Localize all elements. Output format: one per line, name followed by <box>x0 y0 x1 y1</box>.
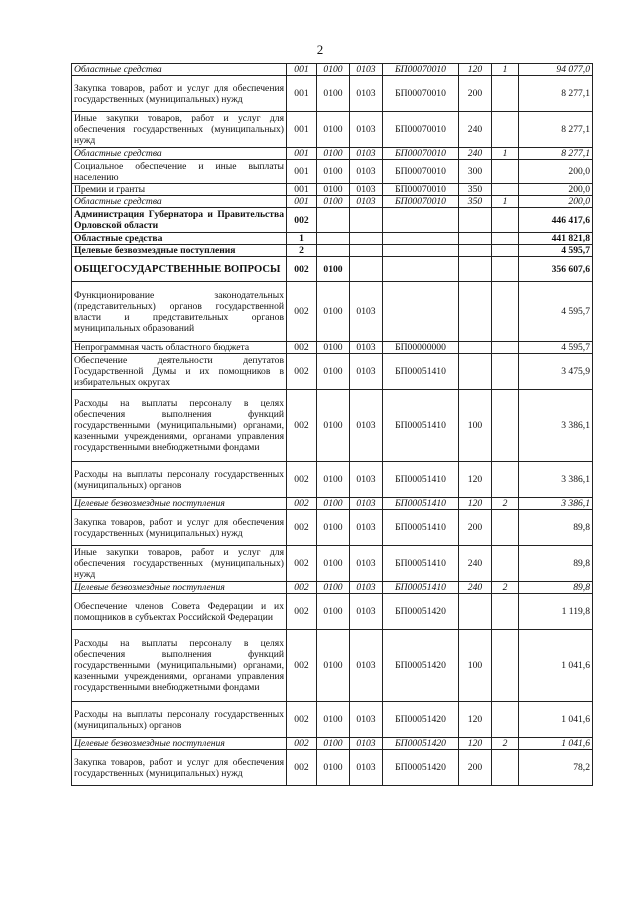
amount-cell: 446 417,6 <box>519 208 593 233</box>
section-code-cell: 0100 <box>317 498 350 510</box>
grbs-code-cell: 002 <box>287 630 317 702</box>
expense-type-cell: 240 <box>459 112 492 148</box>
target-article-cell: БП00051410 <box>383 510 459 546</box>
amount-cell: 4 595,7 <box>519 245 593 257</box>
row-name-cell: Областные средства <box>72 148 287 160</box>
table-row <box>72 582 593 594</box>
expense-type-cell: 120 <box>459 64 492 76</box>
expense-type-cell <box>459 257 492 282</box>
section-code-cell <box>317 208 350 233</box>
grbs-code-cell: 001 <box>287 64 317 76</box>
section-code-cell: 0100 <box>317 738 350 750</box>
amount-cell: 356 607,6 <box>519 257 593 282</box>
row-name-cell: Расходы на выплаты персоналу в целях обеспечения выполнения функций государственными (муниципальными) органами, казенными учреждениями, органами управления государственными внебюджетными фондами <box>72 390 287 462</box>
table-row <box>72 257 593 282</box>
grbs-code-cell: 002 <box>287 390 317 462</box>
target-article-cell: БП00070010 <box>383 112 459 148</box>
expense-type-cell: 200 <box>459 76 492 112</box>
target-article-cell: БП00051410 <box>383 390 459 462</box>
grbs-code-cell: 002 <box>287 354 317 390</box>
expense-type-cell: 100 <box>459 630 492 702</box>
subsection-code-cell: 0103 <box>350 76 383 112</box>
section-code-cell: 0100 <box>317 354 350 390</box>
funding-source-cell <box>492 630 519 702</box>
grbs-code-cell: 001 <box>287 148 317 160</box>
grbs-code-cell: 002 <box>287 702 317 738</box>
amount-cell: 89,8 <box>519 546 593 582</box>
section-code-cell: 0100 <box>317 196 350 208</box>
row-name-cell: Расходы на выплаты персоналу государственных (муниципальных) органов <box>72 462 287 498</box>
target-article-cell: БП00070010 <box>383 184 459 196</box>
subsection-code-cell: 0103 <box>350 112 383 148</box>
expense-type-cell <box>459 354 492 390</box>
expense-type-cell: 350 <box>459 184 492 196</box>
target-article-cell: БП00051410 <box>383 462 459 498</box>
section-code-cell: 0100 <box>317 257 350 282</box>
amount-cell: 3 475,9 <box>519 354 593 390</box>
expense-type-cell: 120 <box>459 738 492 750</box>
amount-cell: 94 077,0 <box>519 64 593 76</box>
table-row <box>72 245 593 257</box>
subsection-code-cell <box>350 245 383 257</box>
row-name-cell: Закупка товаров, работ и услуг для обеспечения государственных (муниципальных) нужд <box>72 510 287 546</box>
table-row <box>72 196 593 208</box>
target-article-cell: БП00000000 <box>383 342 459 354</box>
table-row <box>72 594 593 630</box>
subsection-code-cell: 0103 <box>350 510 383 546</box>
grbs-code-cell: 1 <box>287 233 317 245</box>
expense-type-cell <box>459 282 492 342</box>
section-code-cell: 0100 <box>317 390 350 462</box>
funding-source-cell <box>492 257 519 282</box>
row-name-cell: Иные закупки товаров, работ и услуг для обеспечения государственных (муниципальных) нужд <box>72 546 287 582</box>
grbs-code-cell: 002 <box>287 462 317 498</box>
expense-type-cell: 120 <box>459 462 492 498</box>
expense-type-cell <box>459 245 492 257</box>
table-row <box>72 498 593 510</box>
target-article-cell <box>383 282 459 342</box>
subsection-code-cell: 0103 <box>350 184 383 196</box>
row-name-cell: Закупка товаров, работ и услуг для обеспечения государственных (муниципальных) нужд <box>72 76 287 112</box>
subsection-code-cell: 0103 <box>350 594 383 630</box>
grbs-code-cell: 002 <box>287 750 317 786</box>
target-article-cell: БП00051410 <box>383 498 459 510</box>
table-row <box>72 354 593 390</box>
funding-source-cell: 1 <box>492 148 519 160</box>
grbs-code-cell: 002 <box>287 582 317 594</box>
target-article-cell: БП00070010 <box>383 76 459 112</box>
target-article-cell: БП00070010 <box>383 160 459 184</box>
amount-cell: 3 386,1 <box>519 462 593 498</box>
table-row <box>72 546 593 582</box>
table-row <box>72 64 593 76</box>
table-row <box>72 630 593 702</box>
expense-type-cell: 350 <box>459 196 492 208</box>
grbs-code-cell: 001 <box>287 112 317 148</box>
subsection-code-cell: 0103 <box>350 64 383 76</box>
funding-source-cell <box>492 342 519 354</box>
section-code-cell <box>317 233 350 245</box>
table-row <box>72 233 593 245</box>
section-code-cell: 0100 <box>317 702 350 738</box>
subsection-code-cell <box>350 208 383 233</box>
grbs-code-cell: 002 <box>287 208 317 233</box>
page-number: 2 <box>316 42 324 57</box>
subsection-code-cell: 0103 <box>350 630 383 702</box>
funding-source-cell <box>492 233 519 245</box>
row-name-cell: Администрация Губернатора и Правительства Орловской области <box>72 208 287 233</box>
grbs-code-cell: 002 <box>287 498 317 510</box>
expense-type-cell <box>459 594 492 630</box>
table-row <box>72 390 593 462</box>
grbs-code-cell: 002 <box>287 594 317 630</box>
subsection-code-cell <box>350 233 383 245</box>
subsection-code-cell: 0103 <box>350 148 383 160</box>
expense-type-cell <box>459 233 492 245</box>
subsection-code-cell: 0103 <box>350 354 383 390</box>
funding-source-cell <box>492 594 519 630</box>
expense-type-cell <box>459 208 492 233</box>
target-article-cell: БП00051420 <box>383 630 459 702</box>
row-name-cell: Расходы на выплаты персоналу государственных (муниципальных) органов <box>72 702 287 738</box>
section-code-cell: 0100 <box>317 148 350 160</box>
budget-table-body <box>72 64 593 786</box>
table-row <box>72 702 593 738</box>
table-row <box>72 462 593 498</box>
expense-type-cell: 120 <box>459 702 492 738</box>
amount-cell: 8 277,1 <box>519 112 593 148</box>
row-name-cell: ОБЩЕГОСУДАРСТВЕННЫЕ ВОПРОСЫ <box>72 257 287 282</box>
target-article-cell: БП00051420 <box>383 702 459 738</box>
section-code-cell: 0100 <box>317 510 350 546</box>
funding-source-cell: 1 <box>492 196 519 208</box>
expense-type-cell: 120 <box>459 498 492 510</box>
section-code-cell <box>317 245 350 257</box>
section-code-cell: 0100 <box>317 342 350 354</box>
funding-source-cell <box>492 245 519 257</box>
target-article-cell: БП00051410 <box>383 354 459 390</box>
funding-source-cell <box>492 510 519 546</box>
budget-table <box>71 63 593 786</box>
target-article-cell: БП00051410 <box>383 546 459 582</box>
section-code-cell: 0100 <box>317 750 350 786</box>
amount-cell: 1 041,6 <box>519 702 593 738</box>
amount-cell: 3 386,1 <box>519 390 593 462</box>
section-code-cell: 0100 <box>317 76 350 112</box>
funding-source-cell <box>492 462 519 498</box>
row-name-cell: Расходы на выплаты персоналу в целях обеспечения выполнения функций государственными (муниципальными) органами, казенными учреждениями, органами управления государственными внебюджетными фондами <box>72 630 287 702</box>
table-row <box>72 184 593 196</box>
row-name-cell: Целевые безвозмездные поступления <box>72 245 287 257</box>
expense-type-cell: 240 <box>459 148 492 160</box>
grbs-code-cell: 002 <box>287 342 317 354</box>
row-name-cell: Обеспечение членов Совета Федерации и их помощников в субъектах Российской Федерации <box>72 594 287 630</box>
subsection-code-cell: 0103 <box>350 462 383 498</box>
subsection-code-cell <box>350 257 383 282</box>
expense-type-cell: 100 <box>459 390 492 462</box>
amount-cell: 200,0 <box>519 160 593 184</box>
row-name-cell: Социальное обеспечение и иные выплаты населению <box>72 160 287 184</box>
funding-source-cell: 2 <box>492 498 519 510</box>
expense-type-cell <box>459 342 492 354</box>
table-row <box>72 112 593 148</box>
subsection-code-cell: 0103 <box>350 750 383 786</box>
amount-cell: 78,2 <box>519 750 593 786</box>
section-code-cell: 0100 <box>317 64 350 76</box>
funding-source-cell <box>492 184 519 196</box>
funding-source-cell <box>492 112 519 148</box>
subsection-code-cell: 0103 <box>350 702 383 738</box>
grbs-code-cell: 002 <box>287 257 317 282</box>
table-row <box>72 738 593 750</box>
target-article-cell: БП00051420 <box>383 594 459 630</box>
amount-cell: 200,0 <box>519 196 593 208</box>
section-code-cell: 0100 <box>317 594 350 630</box>
row-name-cell: Областные средства <box>72 64 287 76</box>
funding-source-cell <box>492 160 519 184</box>
expense-type-cell: 300 <box>459 160 492 184</box>
target-article-cell <box>383 245 459 257</box>
target-article-cell: БП00070010 <box>383 196 459 208</box>
expense-type-cell: 200 <box>459 510 492 546</box>
funding-source-cell <box>492 282 519 342</box>
funding-source-cell <box>492 208 519 233</box>
subsection-code-cell: 0103 <box>350 498 383 510</box>
expense-type-cell: 240 <box>459 546 492 582</box>
subsection-code-cell: 0103 <box>350 196 383 208</box>
amount-cell: 441 821,8 <box>519 233 593 245</box>
row-name-cell: Областные средства <box>72 233 287 245</box>
amount-cell: 1 041,6 <box>519 630 593 702</box>
funding-source-cell: 1 <box>492 64 519 76</box>
section-code-cell: 0100 <box>317 282 350 342</box>
row-name-cell: Обеспечение деятельности депутатов Государственной Думы и их помощников в избирательных округах <box>72 354 287 390</box>
amount-cell: 3 386,1 <box>519 498 593 510</box>
grbs-code-cell: 001 <box>287 76 317 112</box>
target-article-cell: БП00051420 <box>383 738 459 750</box>
table-row <box>72 282 593 342</box>
target-article-cell <box>383 233 459 245</box>
funding-source-cell <box>492 76 519 112</box>
amount-cell: 89,8 <box>519 510 593 546</box>
target-article-cell: БП00070010 <box>383 148 459 160</box>
row-name-cell: Областные средства <box>72 196 287 208</box>
table-row <box>72 750 593 786</box>
subsection-code-cell: 0103 <box>350 282 383 342</box>
target-article-cell: БП00070010 <box>383 64 459 76</box>
subsection-code-cell: 0103 <box>350 546 383 582</box>
row-name-cell: Функционирование законодательных (представительных) органов государственной власти и представительных органов муниципальных образований <box>72 282 287 342</box>
amount-cell: 1 041,6 <box>519 738 593 750</box>
table-row <box>72 148 593 160</box>
amount-cell: 4 595,7 <box>519 282 593 342</box>
grbs-code-cell: 002 <box>287 738 317 750</box>
section-code-cell: 0100 <box>317 630 350 702</box>
row-name-cell: Премии и гранты <box>72 184 287 196</box>
table-row <box>72 208 593 233</box>
grbs-code-cell: 001 <box>287 196 317 208</box>
table-row <box>72 510 593 546</box>
amount-cell: 200,0 <box>519 184 593 196</box>
section-code-cell: 0100 <box>317 184 350 196</box>
amount-cell: 89,8 <box>519 582 593 594</box>
funding-source-cell: 2 <box>492 582 519 594</box>
funding-source-cell <box>492 702 519 738</box>
funding-source-cell <box>492 390 519 462</box>
section-code-cell: 0100 <box>317 112 350 148</box>
target-article-cell: БП00051410 <box>383 582 459 594</box>
expense-type-cell: 240 <box>459 582 492 594</box>
funding-source-cell: 2 <box>492 738 519 750</box>
grbs-code-cell: 001 <box>287 160 317 184</box>
grbs-code-cell: 001 <box>287 184 317 196</box>
table-row <box>72 76 593 112</box>
section-code-cell: 0100 <box>317 160 350 184</box>
grbs-code-cell: 002 <box>287 510 317 546</box>
funding-source-cell <box>492 354 519 390</box>
table-row <box>72 342 593 354</box>
section-code-cell: 0100 <box>317 582 350 594</box>
section-code-cell: 0100 <box>317 462 350 498</box>
row-name-cell: Иные закупки товаров, работ и услуг для обеспечения государственных (муниципальных) нужд <box>72 112 287 148</box>
grbs-code-cell: 002 <box>287 546 317 582</box>
amount-cell: 4 595,7 <box>519 342 593 354</box>
amount-cell: 8 277,1 <box>519 148 593 160</box>
subsection-code-cell: 0103 <box>350 582 383 594</box>
table-row <box>72 160 593 184</box>
subsection-code-cell: 0103 <box>350 160 383 184</box>
expense-type-cell: 200 <box>459 750 492 786</box>
row-name-cell: Закупка товаров, работ и услуг для обеспечения государственных (муниципальных) нужд <box>72 750 287 786</box>
grbs-code-cell: 002 <box>287 282 317 342</box>
subsection-code-cell: 0103 <box>350 390 383 462</box>
row-name-cell: Целевые безвозмездные поступления <box>72 582 287 594</box>
row-name-cell: Непрограммная часть областного бюджета <box>72 342 287 354</box>
subsection-code-cell: 0103 <box>350 738 383 750</box>
amount-cell: 8 277,1 <box>519 76 593 112</box>
target-article-cell <box>383 208 459 233</box>
row-name-cell: Целевые безвозмездные поступления <box>72 498 287 510</box>
target-article-cell: БП00051420 <box>383 750 459 786</box>
subsection-code-cell: 0103 <box>350 342 383 354</box>
funding-source-cell <box>492 750 519 786</box>
grbs-code-cell: 2 <box>287 245 317 257</box>
section-code-cell: 0100 <box>317 546 350 582</box>
amount-cell: 1 119,8 <box>519 594 593 630</box>
row-name-cell: Целевые безвозмездные поступления <box>72 738 287 750</box>
funding-source-cell <box>492 546 519 582</box>
target-article-cell <box>383 257 459 282</box>
